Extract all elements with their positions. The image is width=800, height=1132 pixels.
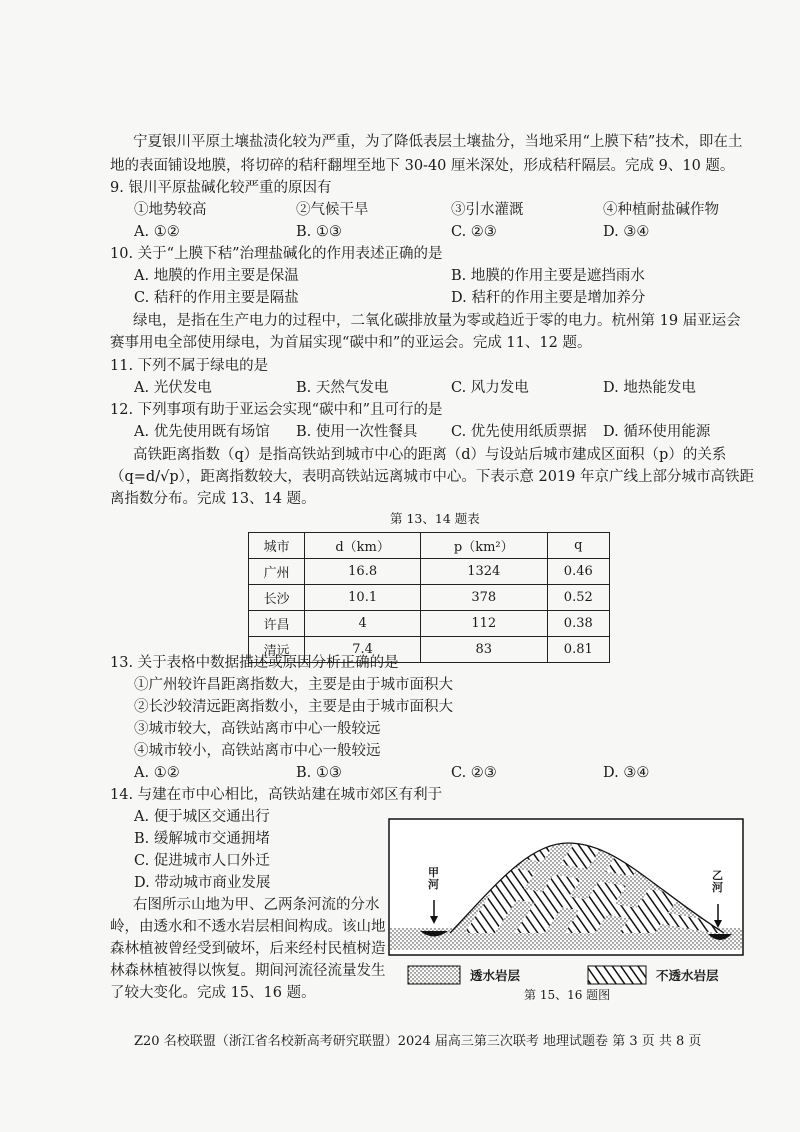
table-row: [249, 611, 610, 637]
table-cell: 长沙: [249, 585, 305, 611]
q11-option-b: B. 天然气发电: [296, 380, 389, 396]
intro1-line2: 地的表面铺设地膜，将切碎的秸秆翻埋至地下 30-40 厘米深处，形成秸秆隔层。完成 9、10 题。: [110, 158, 735, 174]
table-cell: 10.1: [305, 585, 421, 611]
geology-figure: [388, 818, 744, 1008]
table-header: q: [547, 533, 609, 559]
page-footer: Z20 名校联盟（浙江省名校新高考研究联盟）2024 届高三第三次联考 地理试题卷 第 3 页 共 8 页: [134, 1034, 702, 1049]
table-cell: 0.81: [547, 637, 609, 663]
q12-option-b: B. 使用一次性餐具: [296, 424, 418, 440]
table-cell: 0.52: [547, 585, 609, 611]
table-cell: 378: [420, 585, 547, 611]
q13-option-a: A. ①②: [134, 765, 180, 781]
q13-option-c: C. ②③: [451, 765, 497, 781]
q14-option-c: C. 促进城市人口外迁: [134, 853, 270, 869]
legend-permeable-swatch: [408, 966, 460, 984]
figure-caption: 第 15、16 题图: [524, 988, 611, 1002]
q9-option-b: B. ①③: [296, 224, 342, 240]
table-cell: 7.4: [305, 637, 421, 663]
q12-option-d: D. 循环使用能源: [603, 424, 711, 440]
q14-option-b: B. 缓解城市交通拥堵: [134, 831, 270, 847]
q13-option-d: D. ③④: [603, 765, 650, 781]
q13-item-1: ①广州较许昌距离指数大，主要是由于城市面积大: [134, 677, 453, 693]
q11-option-a: A. 光伏发电: [134, 380, 212, 396]
q13-option-b: B. ①③: [296, 765, 342, 781]
q9-item-4: ④种植耐盐碱作物: [603, 202, 719, 218]
q10-option-d: D. 秸秆的作用主要是增加养分: [451, 290, 646, 306]
intro4-line4: 林森林植被得以恢复。期间河流径流量发生: [110, 963, 386, 979]
table-cell: 4: [305, 611, 421, 637]
q14-stem: 14. 与建在市中心相比，高铁站建在城市郊区有利于: [110, 787, 443, 803]
table-cell: 广州: [249, 559, 305, 585]
q9-option-c: C. ②③: [451, 224, 497, 240]
q13-item-2: ②长沙较清远距离指数小，主要是由于城市面积大: [134, 699, 453, 715]
q10-option-b: B. 地膜的作用主要是遮挡雨水: [451, 268, 645, 284]
table-cell: 16.8: [305, 559, 421, 585]
q13-item-4: ④城市较小，高铁站离市中心一般较远: [134, 743, 381, 759]
q9-option-a: A. ①②: [134, 224, 180, 240]
table-header: d（km）: [305, 533, 421, 559]
intro4-line2: 岭，由透水和不透水岩层相间构成。该山地: [110, 919, 386, 935]
intro3-line3: 离指数分布。完成 13、14 题。: [110, 491, 316, 507]
legend-permeable-label: 透水岩层: [470, 968, 521, 983]
river-right-label: 乙河: [712, 869, 723, 894]
q13-stem: 13. 关于表格中数据描述或原因分析正确的是: [110, 655, 399, 671]
table-header-row: [249, 533, 610, 559]
q10-option-c: C. 秸秆的作用主要是隔盐: [134, 290, 299, 306]
river-left-label: 甲河: [428, 866, 439, 891]
table-caption: 第 13、14 题表: [390, 511, 480, 526]
intro3-line1: 高铁距离指数（q）是指高铁站到城市中心的距离（d）与设站后城市建成区面积（p）的关系: [133, 447, 727, 463]
q12-option-c: C. 优先使用纸质票据: [451, 424, 587, 440]
intro1-line1: 宁夏银川平原土壤盐渍化较为严重，为了降低表层土壤盐分，当地采用“上膜下秸”技术，即在土: [133, 134, 743, 150]
q9-item-1: ①地势较高: [134, 202, 207, 218]
table-header: p（km²）: [420, 533, 547, 559]
q14-option-a: A. 便于城区交通出行: [134, 809, 270, 825]
intro4-line5: 了较大变化。完成 15、16 题。: [110, 985, 316, 1001]
legend-impermeable-label: 不透水岩层: [656, 968, 719, 983]
q12-option-a: A. 优先使用既有场馆: [134, 424, 270, 440]
table-cell: 许昌: [249, 611, 305, 637]
table-row: [249, 585, 610, 611]
q11-stem: 11. 下列不属于绿电的是: [110, 358, 269, 374]
intro3-line2: （q=d/√p），距离指数较大，表明高铁站远离城市中心。下表示意 2019 年京广线上部分城市高铁距: [110, 469, 754, 485]
intro4-line1: 右图所示山地为甲、乙两条河流的分水: [133, 897, 380, 913]
table-header: 城市: [249, 533, 305, 559]
q13-item-3: ③城市较大，高铁站离市中心一般较远: [134, 721, 381, 737]
q9-stem: 9. 银川平原盐碱化较严重的原因有: [110, 180, 332, 196]
q10-option-a: A. 地膜的作用主要是保温: [134, 268, 299, 284]
q12-stem: 12. 下列事项有助于亚运会实现“碳中和”且可行的是: [110, 402, 443, 418]
q11-option-d: D. 地热能发电: [603, 380, 696, 396]
q9-item-3: ③引水灌溉: [451, 202, 524, 218]
legend-impermeable-swatch: [588, 966, 646, 984]
q14-option-d: D. 带动城市商业发展: [134, 875, 271, 891]
table-cell: 1324: [420, 559, 547, 585]
table-cell: 清远: [249, 637, 305, 663]
table-cell: 83: [420, 637, 547, 663]
q11-option-c: C. 风力发电: [451, 380, 529, 396]
data-table: [248, 532, 610, 663]
intro4-line3: 森林植被曾经受到破坏，后来经村民植树造: [110, 941, 386, 957]
table-cell: 0.46: [547, 559, 609, 585]
table-cell: 0.38: [547, 611, 609, 637]
q9-option-d: D. ③④: [603, 224, 650, 240]
table-row: [249, 559, 610, 585]
q10-stem: 10. 关于“上膜下秸”治理盐碱化的作用表述正确的是: [110, 246, 443, 262]
q9-item-2: ②气候干旱: [296, 202, 369, 218]
intro2-line2: 赛事用电全部使用绿电，为首届实现“碳中和”的亚运会。完成 11、12 题。: [110, 335, 592, 351]
table-cell: 112: [420, 611, 547, 637]
intro2-line1: 绿电，是指在生产电力的过程中，二氧化碳排放量为零或趋近于零的电力。杭州第 19 届亚运会: [133, 313, 741, 329]
